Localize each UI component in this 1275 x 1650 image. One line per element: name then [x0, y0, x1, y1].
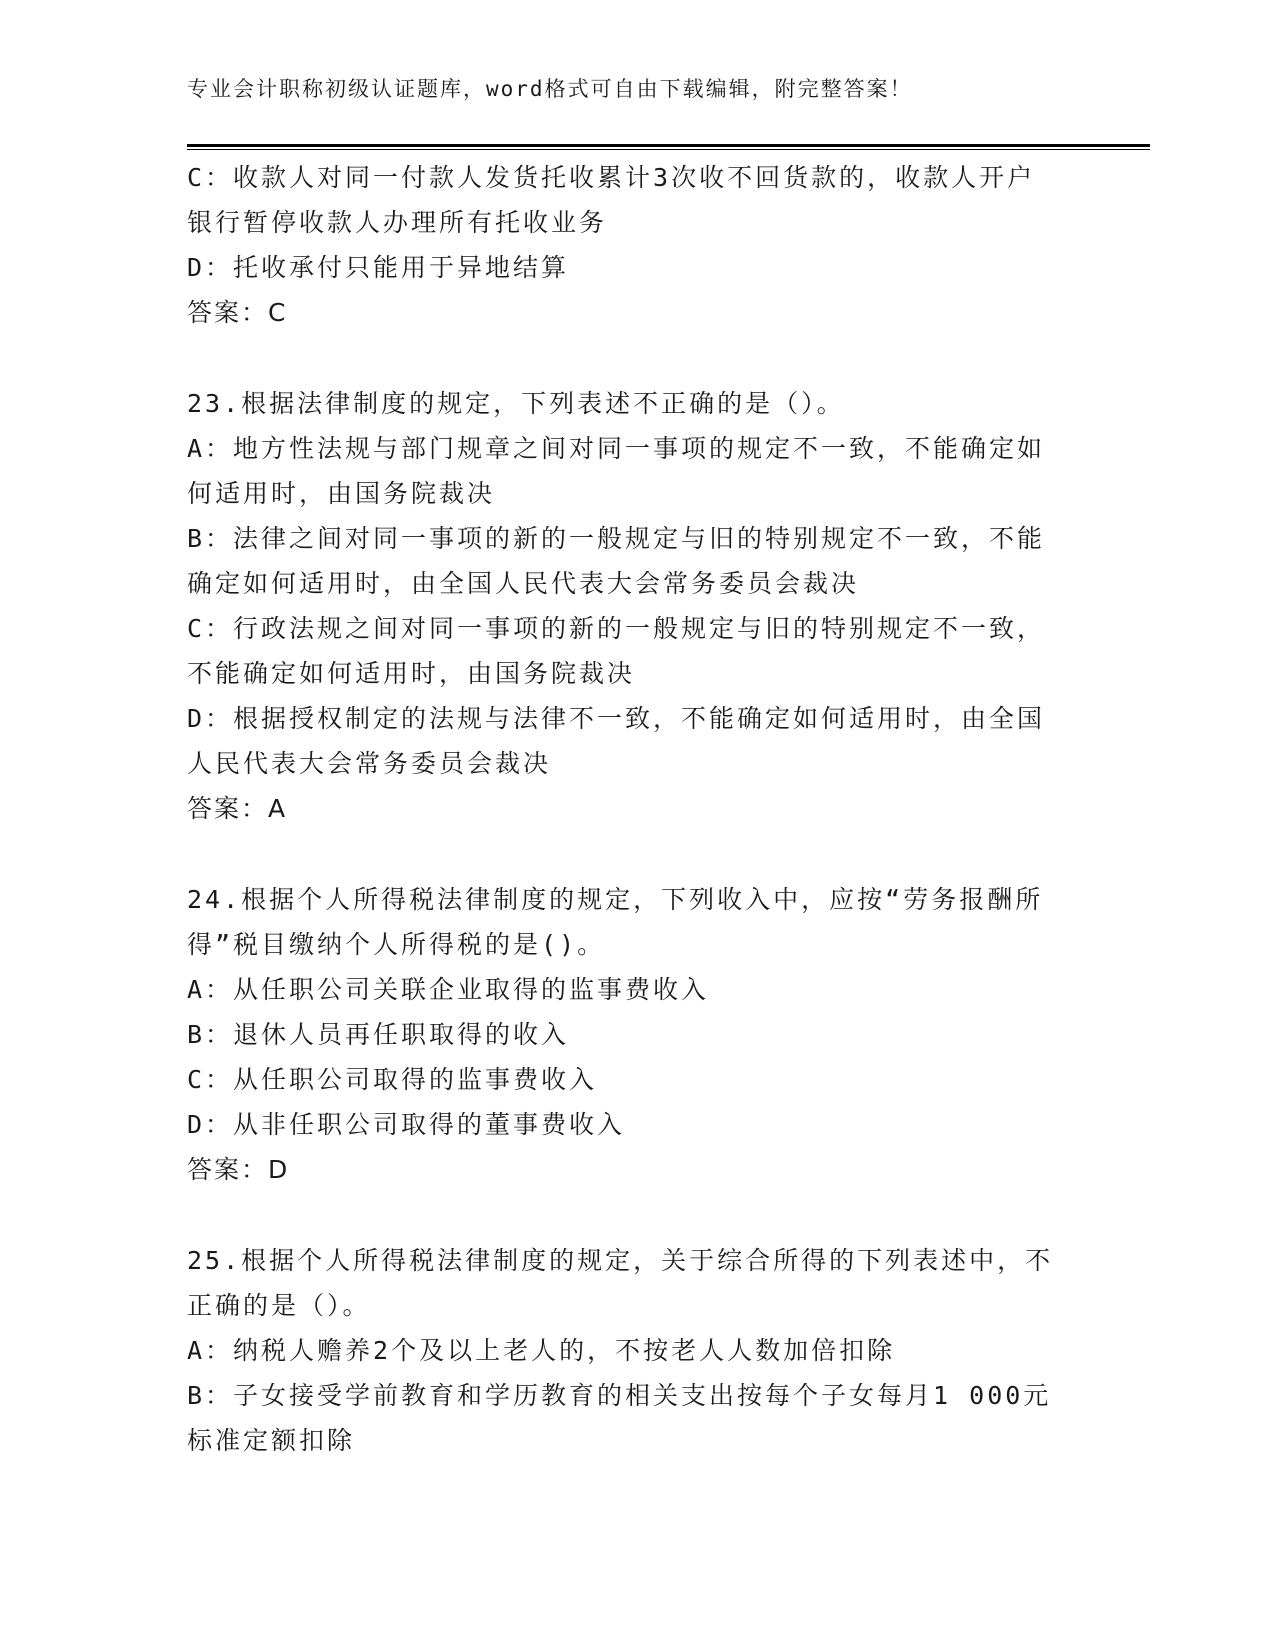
option-line: A：地方性法规与部门规章之间对同一事项的规定不一致，不能确定如	[187, 434, 1046, 463]
option-line: 何适用时，由国务院裁决	[187, 479, 496, 508]
answer-line: 答案：A	[187, 794, 288, 823]
option-line: 人民代表大会常务委员会裁决	[187, 749, 552, 778]
option-line: D：根据授权制定的法规与法律不一致，不能确定如何适用时，由全国	[187, 704, 1046, 733]
answer-line: 答案：C	[187, 298, 288, 327]
option-line: B：子女接受学前教育和学历教育的相关支出按每个子女每月1 000元	[187, 1381, 1052, 1410]
question-text: 得”税目缴纳个人所得税的是()。	[187, 930, 606, 959]
option-line: B：法律之间对同一事项的新的一般规定与旧的特别规定不一致，不能	[187, 524, 1046, 553]
question-text: 23.根据法律制度的规定，下列表述不正确的是（）。	[187, 389, 845, 418]
option-line: A：纳税人赡养2个及以上老人的，不按老人人数加倍扣除	[187, 1336, 896, 1365]
header-rule-thick	[187, 144, 1150, 147]
question-block-24	[187, 877, 1067, 1192]
option-line: D：托收承付只能用于异地结算	[187, 253, 570, 282]
option-line: D：从非任职公司取得的董事费收入	[187, 1110, 626, 1139]
question-gap	[187, 831, 1067, 877]
question-text: 25.根据个人所得税法律制度的规定，关于综合所得的下列表述中，不	[187, 1246, 1054, 1275]
question-text: 24.根据个人所得税法律制度的规定，下列收入中，应按“劳务报酬所	[187, 885, 1044, 914]
question-block-25	[187, 1238, 1067, 1463]
option-line: C：从任职公司取得的监事费收入	[187, 1065, 598, 1094]
question-block-prev	[187, 155, 1067, 335]
option-line: 银行暂停收款人办理所有托收业务	[187, 208, 608, 237]
page-header: 专业会计职称初级认证题库，word格式可自由下载编辑，附完整答案！	[187, 77, 913, 101]
question-text: 正确的是（）。	[187, 1291, 371, 1320]
question-block-23	[187, 381, 1067, 831]
option-line: B：退休人员再任职取得的收入	[187, 1020, 570, 1049]
header-rule-thin	[187, 149, 1150, 150]
option-line: C：行政法规之间对同一事项的新的一般规定与旧的特别规定不一致，	[187, 614, 1046, 643]
option-line: 确定如何适用时，由全国人民代表大会常务委员会裁决	[187, 569, 860, 598]
question-gap	[187, 335, 1067, 381]
option-line: 不能确定如何适用时，由国务院裁决	[187, 659, 636, 688]
option-line: A：从任职公司关联企业取得的监事费收入	[187, 975, 710, 1004]
answer-line: 答案：D	[187, 1155, 290, 1184]
document-body	[187, 155, 1067, 1463]
option-line: C：收款人对同一付款人发货托收累计3次收不回货款的，收款人开户	[187, 163, 1036, 192]
option-line: 标准定额扣除	[187, 1426, 356, 1455]
question-gap	[187, 1192, 1067, 1238]
